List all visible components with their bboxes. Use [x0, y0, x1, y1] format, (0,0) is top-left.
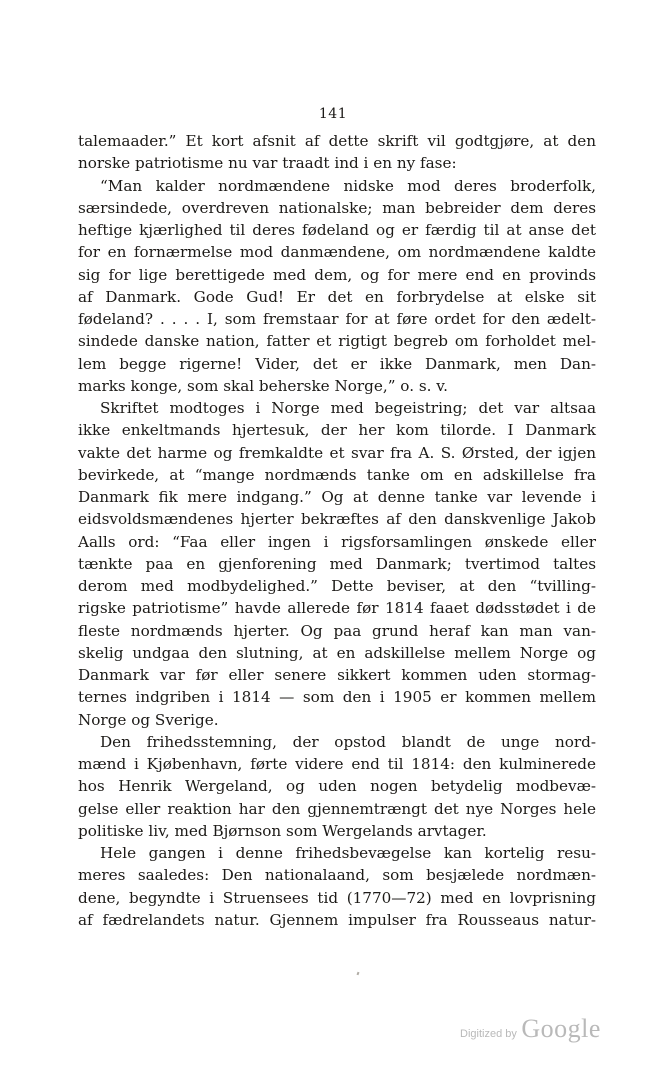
text-line: lem begge rigerne! Vider, det er ikke Danmark, men Dan- — [78, 354, 596, 373]
text-line: marks konge, som skal beherske Norge,” o. s. v. — [78, 376, 448, 395]
body-text — [78, 130, 596, 931]
text-line: hos Henrik Wergeland, og uden nogen betydelig modbevæ- — [78, 777, 596, 796]
text-line: tænkte paa en gjenforening med Danmark; tvertimod taltes — [78, 554, 596, 573]
text-line: eidsvoldsmændenes hjerter bekræftes af den danskvenlige Jakob — [78, 510, 596, 529]
text-line: politiske liv, med Bjørnson som Wergelands arvtager. — [78, 821, 487, 840]
text-line: heftige kjærlighed til deres fødeland og er færdig til at anse det — [78, 221, 596, 239]
page-number: 141 — [318, 106, 348, 122]
text-line: af fædrelandets natur. Gjennem impulser fra Rousseaus natur- — [78, 910, 596, 929]
text-line: vakte det harme og fremkaldte et svar fra A. S. Ørsted, der igjen — [78, 443, 596, 462]
text-line: norske patriotisme nu var traadt ind i en ny fase: — [78, 154, 457, 173]
text-line: Danmark var før eller senere sikkert kommen uden stormag- — [78, 666, 596, 684]
paper-speck — [357, 972, 360, 976]
text-line: ikke enkeltmands hjertesuk, der her kom tilorde. I Danmark — [78, 421, 596, 440]
text-line: mænd i Kjøbenhavn, førte videre end til 1814: den kulminerede — [78, 755, 596, 773]
digitized-watermark — [460, 1014, 601, 1044]
text-line: fleste nordmænds hjerter. Og paa grund heraf kan man van- — [78, 621, 596, 640]
text-line: Hele gangen i denne frihedsbevægelse kan kortelig resu- — [100, 844, 596, 862]
text-line: rigske patriotisme” havde allerede før 1814 faaet dødsstødet i de — [78, 599, 596, 618]
text-line: “Man kalder nordmændene nidske mod deres broderfolk, — [100, 176, 596, 195]
text-line: særsindede, overdreven nationalske; man bebreider dem deres — [78, 198, 596, 217]
watermark-prefix: Digitized by — [460, 1028, 517, 1040]
text-line: meres saaledes: Den nationalaand, som besjælede nordmæn- — [78, 866, 596, 885]
text-line: Aalls ord: “Faa eller ingen i rigsforsamlingen ønskede eller — [78, 532, 596, 551]
text-line: af Danmark. Gode Gud! Er det en forbrydelse at elske sit — [78, 287, 596, 306]
text-line: for en fornærmelse mod danmændene, om nordmændene kaldte — [78, 243, 596, 262]
text-line: gelse eller reaktion har den gjennemtrængt det nye Norges hele — [78, 799, 596, 818]
text-line: Danmark fik mere indgang.” Og at denne tanke var levende i — [78, 488, 596, 506]
text-line: talemaader.” Et kort afsnit af dette skrift vil godtgjøre, at den — [78, 132, 596, 150]
text-line: bevirkede, at “mange nordmænds tanke om en adskillelse fra — [78, 465, 596, 484]
text-line: fødeland? . . . . I, som fremstaar for at føre ordet for den ædelt- — [78, 310, 596, 328]
text-line: skelig undgaa den slutning, at en adskillelse mellem Norge og — [78, 643, 596, 662]
text-line: sig for lige berettigede med dem, og for mere end en provinds — [78, 265, 596, 284]
text-line: dene, begyndte i Struensees tid (1770—72) med en lovprisning — [78, 888, 596, 907]
text-line: Norge og Sverige. — [78, 710, 219, 729]
text-line: ternes indgriben i 1814 — som den i 1905 er kommen mellem — [78, 688, 596, 707]
text-line: Skriftet modtoges i Norge med begeistring; det var altsaa — [100, 399, 596, 417]
text-line: sindede danske nation, fatter et rigtigt begreb om forholdet mel- — [78, 332, 596, 351]
google-logo: Google — [521, 1014, 601, 1043]
text-line: Den frihedsstemning, der opstod blandt de unge nord- — [100, 732, 596, 751]
text-line: derom med modbydelighed.” Dette beviser, at den “tvilling- — [78, 577, 596, 595]
